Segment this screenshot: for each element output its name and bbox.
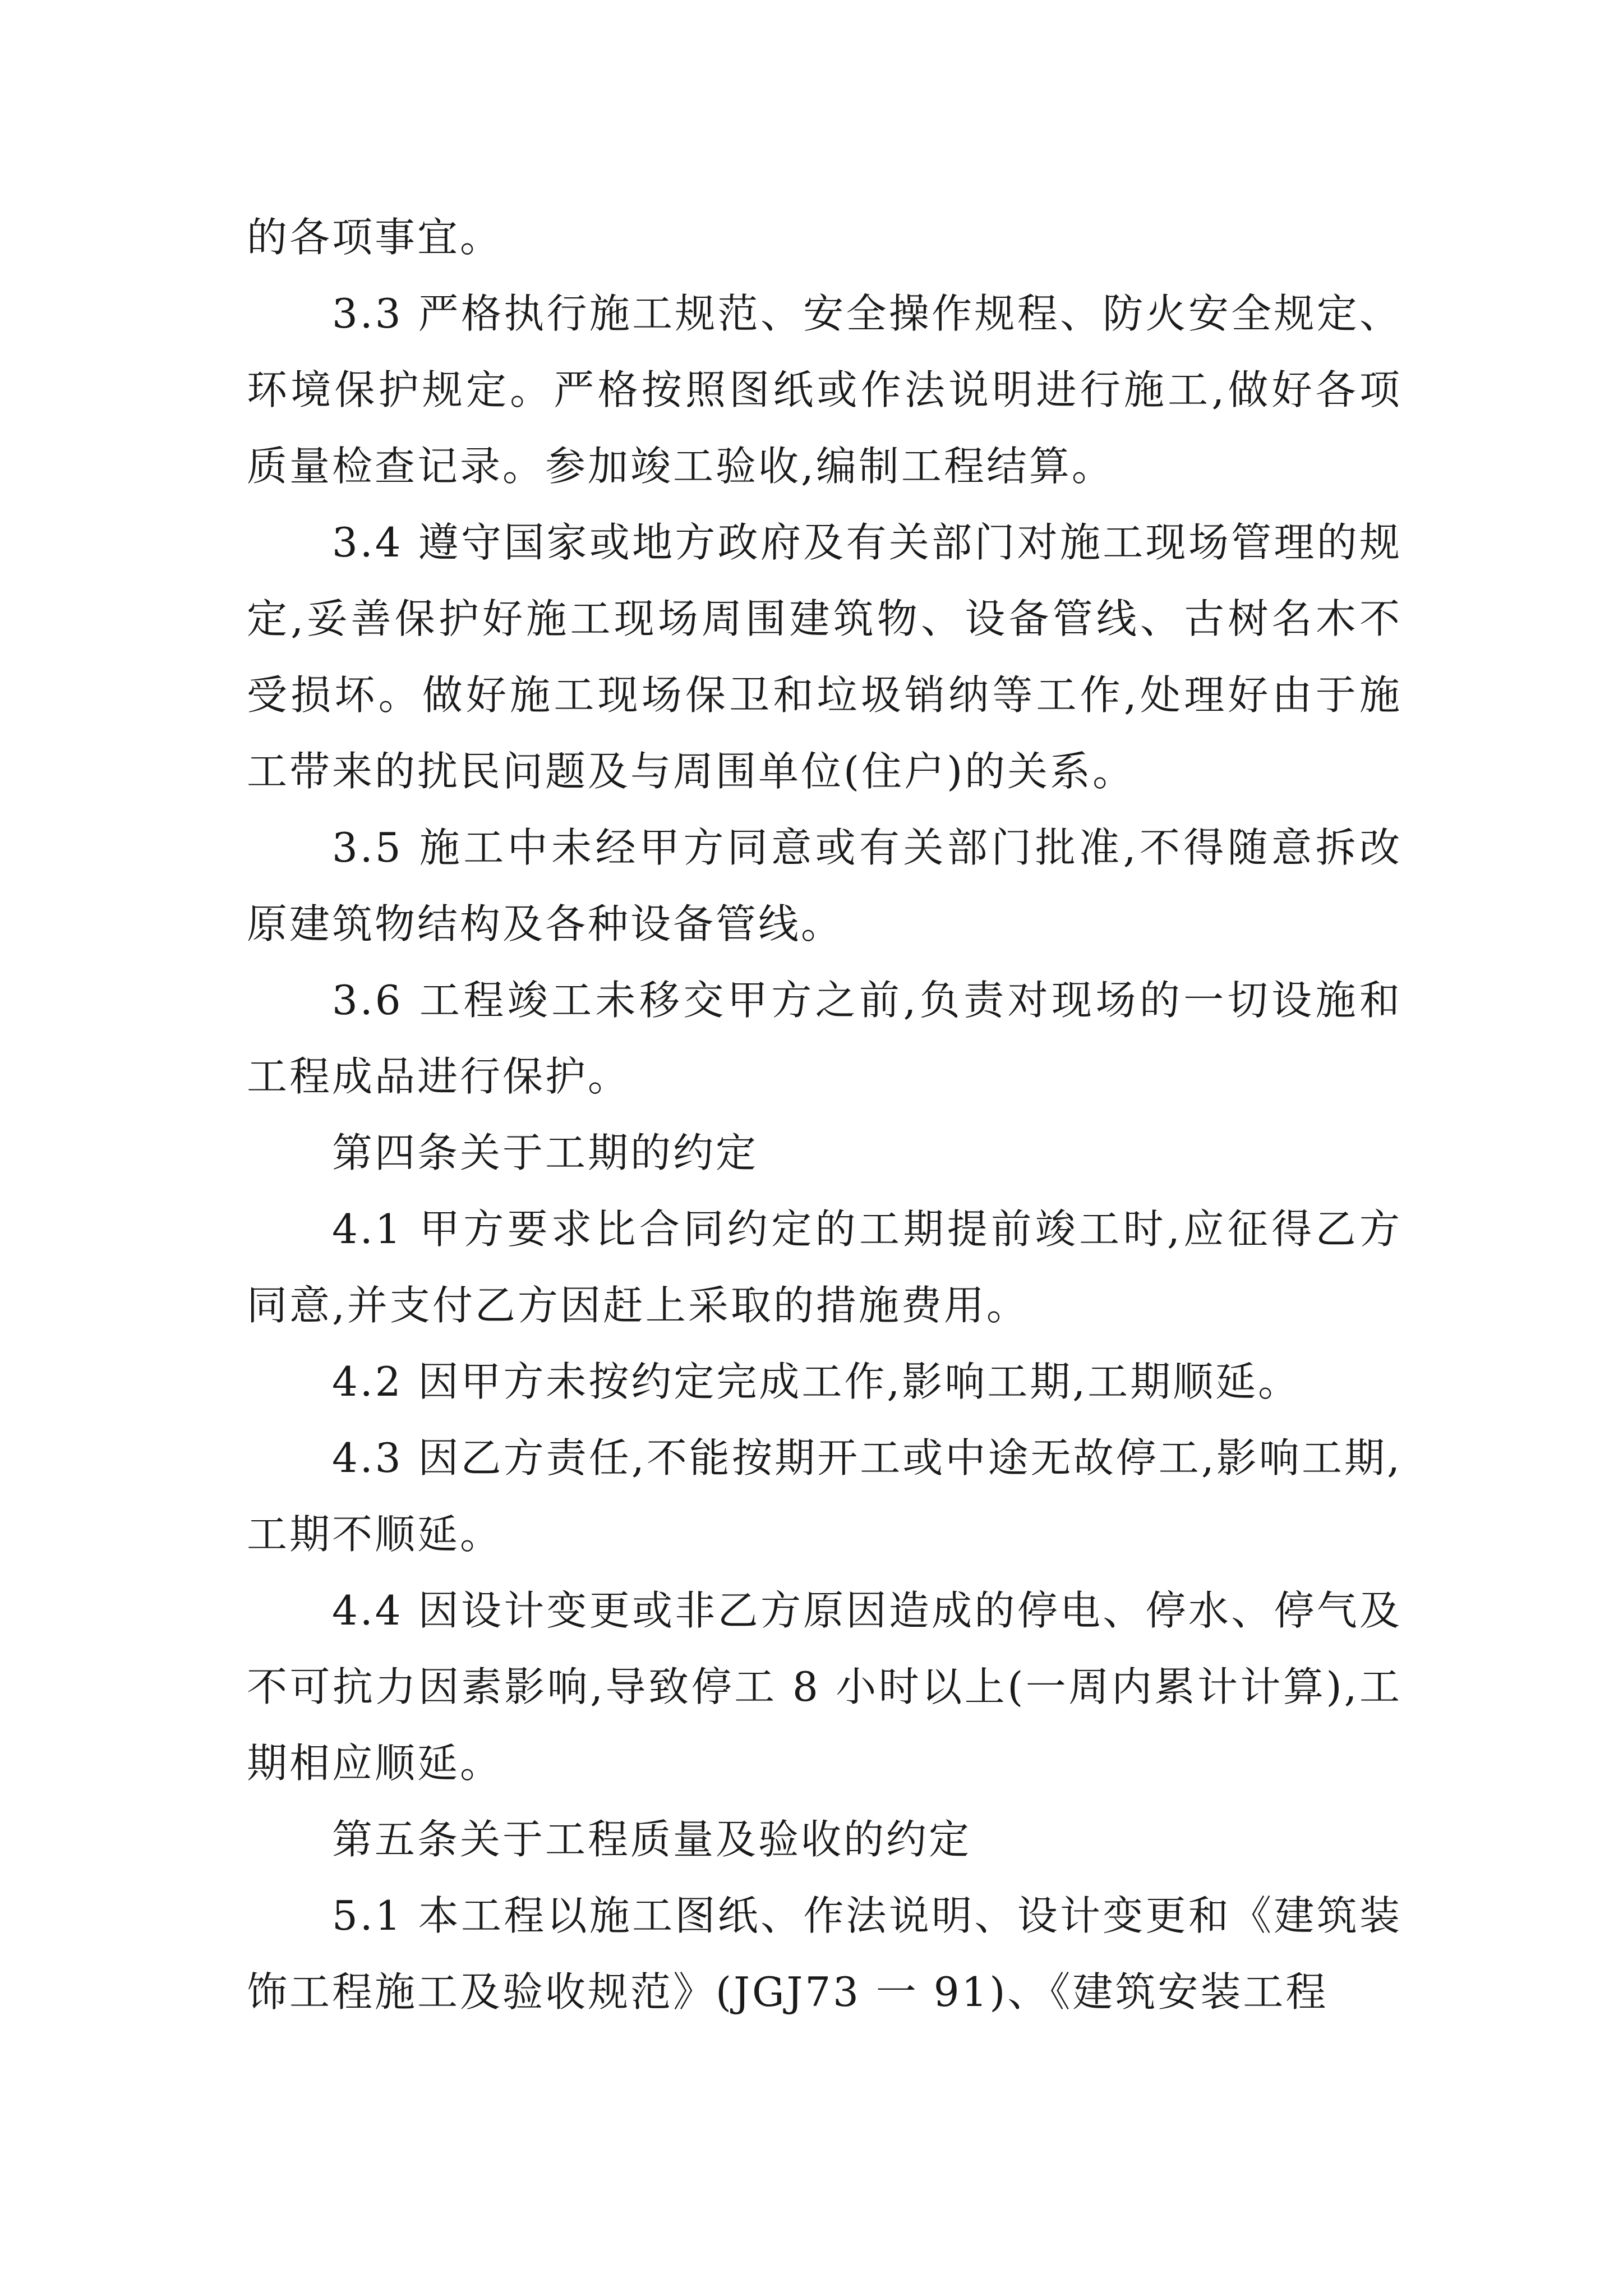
paragraph-continuation: 的各项事宜。 [247, 214, 503, 261]
paragraph-3-6: 3.6 工程竣工未移交甲方之前,负责对现场的一切设施和工程成品进行保护。 [247, 977, 1402, 1100]
article-5-heading: 第五条关于工程质量及验收的约定 [332, 1816, 972, 1863]
paragraph-3-3: 3.3 严格执行施工规范、安全操作规程、防火安全规定、环境保护规定。严格按照图纸或作法说明进行施工,做好各项质量检查记录。参加竣工验收,编制工程结算。 [247, 290, 1402, 490]
article-4-heading: 第四条关于工期的约定 [332, 1129, 759, 1176]
paragraph-4-1: 4.1 甲方要求比合同约定的工期提前竣工时,应征得乙方同意,并支付乙方因赶上采取的措施费用。 [247, 1205, 1402, 1329]
paragraph-3-4: 3.4 遵守国家或地方政府及有关部门对施工现场管理的规定,妥善保护好施工现场周围建筑物、设备管线、古树名木不受损坏。做好施工现场保卫和垃圾销纳等工作,处理好由于施工带来的扰民问题及与周围单位(住户)的关系。 [247, 519, 1402, 795]
paragraph-3-5: 3.5 施工中未经甲方同意或有关部门批准,不得随意拆改原建筑物结构及各种设备管线。 [247, 824, 1402, 947]
paragraph-4-2: 4.2 因甲方未按约定完成工作,影响工期,工期顺延。 [332, 1358, 1301, 1405]
paragraph-4-3: 4.3 因乙方责任,不能按期开工或中途无故停工,影响工期,工期不顺延。 [247, 1434, 1402, 1558]
document-body [247, 199, 1402, 2030]
paragraph-4-4: 4.4 因设计变更或非乙方原因造成的停电、停水、停气及不可抗力因素影响,导致停工 8 小时以上(一周内累计计算),工期相应顺延。 [247, 1587, 1402, 1787]
paragraph-5-1: 5.1 本工程以施工图纸、作法说明、设计变更和《建筑装饰工程施工及验收规范》(JGJ73 一 91)、《建筑安装工程 [247, 1892, 1402, 2016]
